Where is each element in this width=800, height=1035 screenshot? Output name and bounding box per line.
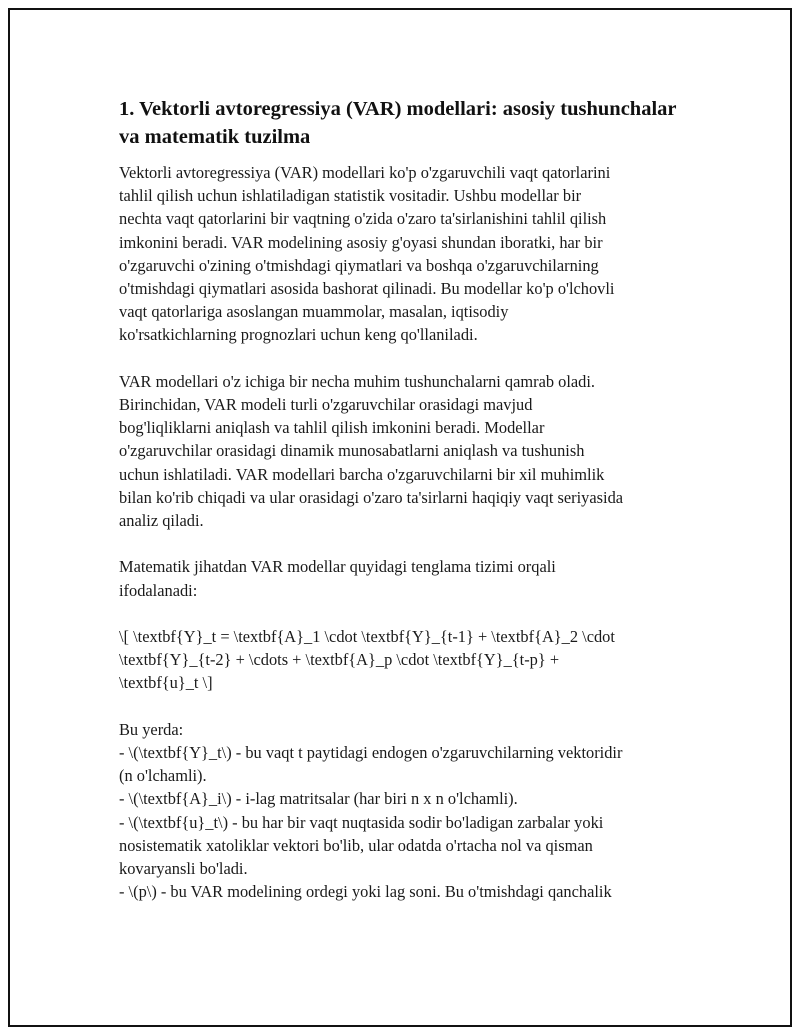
paragraph-intro: Vektorli avtoregressiya (VAR) modellari ko'p o'zgaruvchili vaqt qatorlarini tahlil qilish uchun ishlatiladigan statistik vositadir. Ushbu modellar bir nechta vaqt qatorlarini bir vaqtning o'zida o'zaro ta'sirlanishini tahlil qilish imkonini beradi. VAR modelining asosiy g'oyasi shundan iboratki, har bir o'zgaruvchi o'zining o'tmishdagi qiymatlari va boshqa o'zgaruvchilarning o'tmishdagi qiymatlari asosida bashorat qilinadi. Bu modellar ko'p o'lchovli vaqt qatorlariga asoslangan muammolar, masalan, iqtisodiy ko'rsatkichlarning prognozlari uchun keng qo'llaniladi. [119,163,615,345]
page-frame [8,8,792,1027]
document-body [119,95,694,903]
section-heading: 1. Vektorli avtoregressiya (VAR) modellari: asosiy tushunchalar va matematik tuzilma [119,98,677,148]
paragraph-concepts: VAR modellari o'z ichiga bir necha muhim tushunchalarni qamrab oladi. Birinchidan, VAR modeli turli o'zgaruvchilar orasidagi mavjud bog'liqliklarni aniqlash va tahlil qilish imkonini beradi. Modellar o'zgaruvchilar orasidagi dinamik munosabatlarni aniqlash va tushunish uchun ishlatiladi. VAR modellari barcha o'zgaruvchilarni bir xil muhimlik bilan ko'rib chiqadi va ular orasidagi o'zaro ta'sirlarni haqiqiy vaqt seriyasida analiz qiladi. [119,371,624,531]
equation-text: \[ \textbf{Y}_t = \textbf{A}_1 \cdot \textbf{Y}_{t-1} + \textbf{A}_2 \cdot \textbf{Y}_{t-2} + \cdots + \textbf{A}_p \cdot \textbf{Y}_{t-p} + \textbf{u}_t \] [119,627,615,693]
paragraph-math-intro: Matematik jihatdan VAR modellar quyidagi tenglama tizimi orqali ifodalanadi: [119,557,556,600]
definitions-list: Bu yerda: - \(\textbf{Y}_t\) - bu vaqt t paytidagi endogen o'zgaruvchilarning vektoridir (n o'lchamli). - \(\textbf{A}_i\) - i-lag matritsalar (har biri n x n o'lchamli). - \(\textbf{u}_t\) - bu har bir vaqt nuqtasida sodir bo'ladigan zarbalar yoki nosistematik xatoliklar vektori bo'lib, ular odatda o'rtacha nol va qisman kovaryansli bo'ladi. - \(p\) - bu VAR modelining ordegi yoki lag soni. Bu o'tmishdagi qanchalik [119,719,623,902]
paragraph-gap [119,532,694,555]
paragraph-gap [119,695,694,718]
paragraph-gap [119,347,694,370]
paragraph-gap [119,602,694,625]
